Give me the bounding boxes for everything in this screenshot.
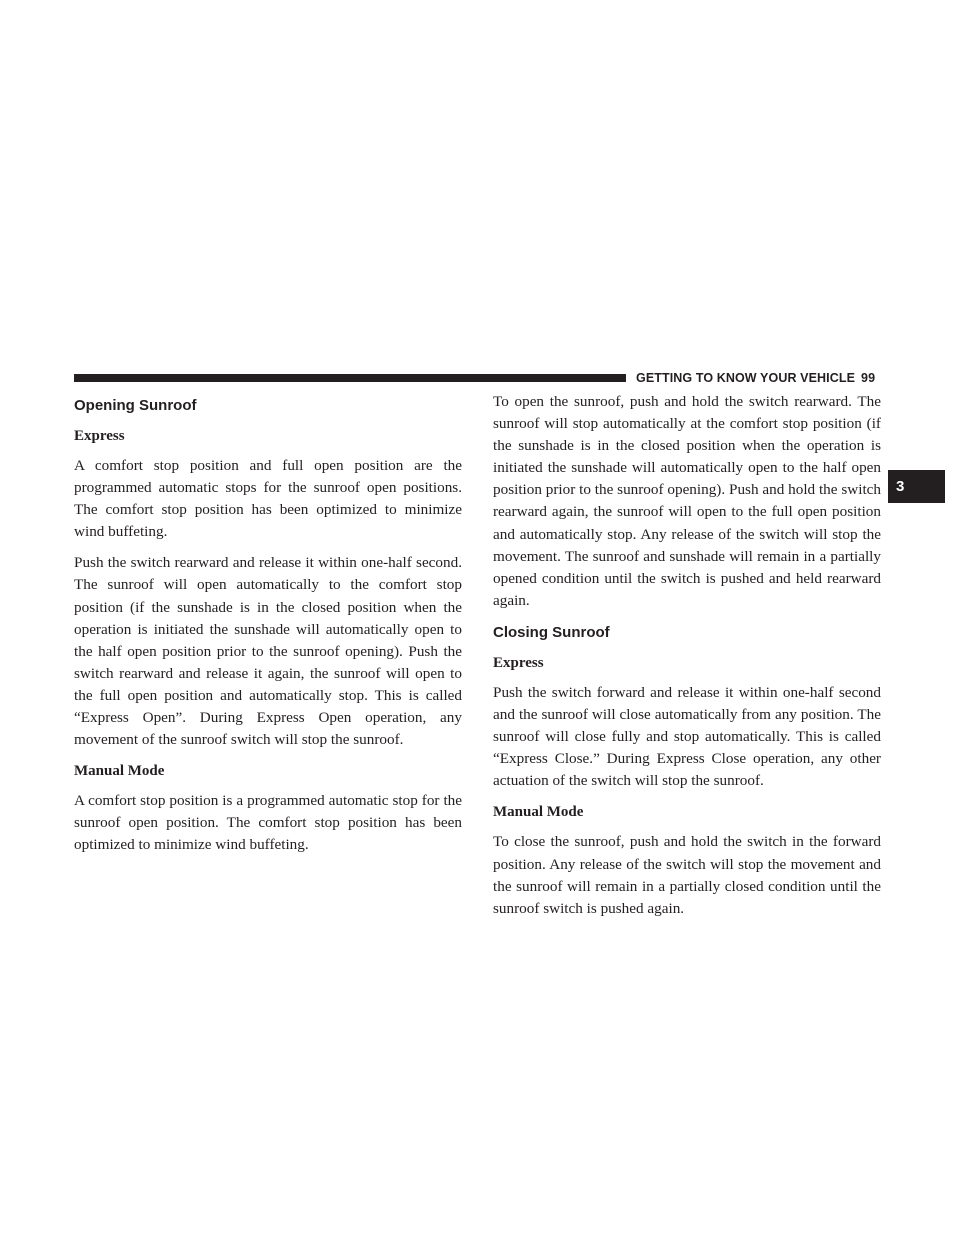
paragraph: Push the switch rearward and release it within one-half second. The sunroof will open automatically to the comfort stop position (if the sunshade is in the closed position when the operation is initiated the sunshade will automatically open to the half open position prior to the sunroof opening). Push the switch rearward and release it again, the sunroof will open to the full open position and automatically stop. This is called “Express Open”. During Express Open operation, any movement of the sunroof switch will stop the sunroof. bbox=[74, 554, 462, 749]
chapter-tab bbox=[888, 470, 945, 503]
page-number: 99 bbox=[861, 371, 876, 385]
sub-heading-manual-mode: Manual Mode bbox=[493, 804, 584, 821]
header-rule bbox=[74, 374, 626, 382]
section-heading-closing-sunroof: Closing Sunroof bbox=[493, 623, 610, 641]
sub-heading-express: Express bbox=[74, 428, 125, 444]
sub-heading-manual-mode: Manual Mode bbox=[74, 763, 165, 780]
running-header bbox=[636, 370, 875, 386]
left-column bbox=[74, 391, 462, 866]
running-header-title: GETTING TO KNOW YOUR VEHICLE bbox=[636, 371, 856, 385]
paragraph: A comfort stop position and full open position are the programmed automatic stops for the sunroof open positions. The comfort stop position has been optimized to minimize wind buffeting. bbox=[74, 457, 462, 541]
sub-heading-express: Express bbox=[493, 654, 544, 671]
paragraph: To open the sunroof, push and hold the switch rearward. The sunroof will stop automatically at the comfort stop position (if the sunshade is in the closed position when the operation is initiated the sunshade will automatically open to the half open position prior to the sunroof opening). Push and hold the switch rearward again, the sunroof will open to the full open position and automatically stop. Any release of the switch will stop the movement. The sunroof and sunshade will remain in a partially opened condition until the switch is pushed and held rearward again. bbox=[493, 393, 881, 609]
chapter-number: 3 bbox=[896, 478, 905, 495]
section-heading-opening-sunroof: Opening Sunroof bbox=[74, 397, 197, 414]
paragraph: A comfort stop position is a programmed automatic stop for the sunroof open position. The comfort stop position has been optimized to minimize wind buffeting. bbox=[74, 792, 462, 854]
paragraph: To close the sunroof, push and hold the switch in the forward position. Any release of the switch will stop the movement and the sunroof will remain in a partially closed condition until the sunroof switch is pushed again. bbox=[493, 833, 881, 917]
right-column bbox=[493, 391, 881, 929]
paragraph: Push the switch forward and release it within one-half second and the sunroof will close automatically from any position. The sunroof will close fully and stop automatically. This is called “Express Close.” During Express Close operation, any other actuation of the switch will stop the sunroof. bbox=[493, 683, 881, 790]
